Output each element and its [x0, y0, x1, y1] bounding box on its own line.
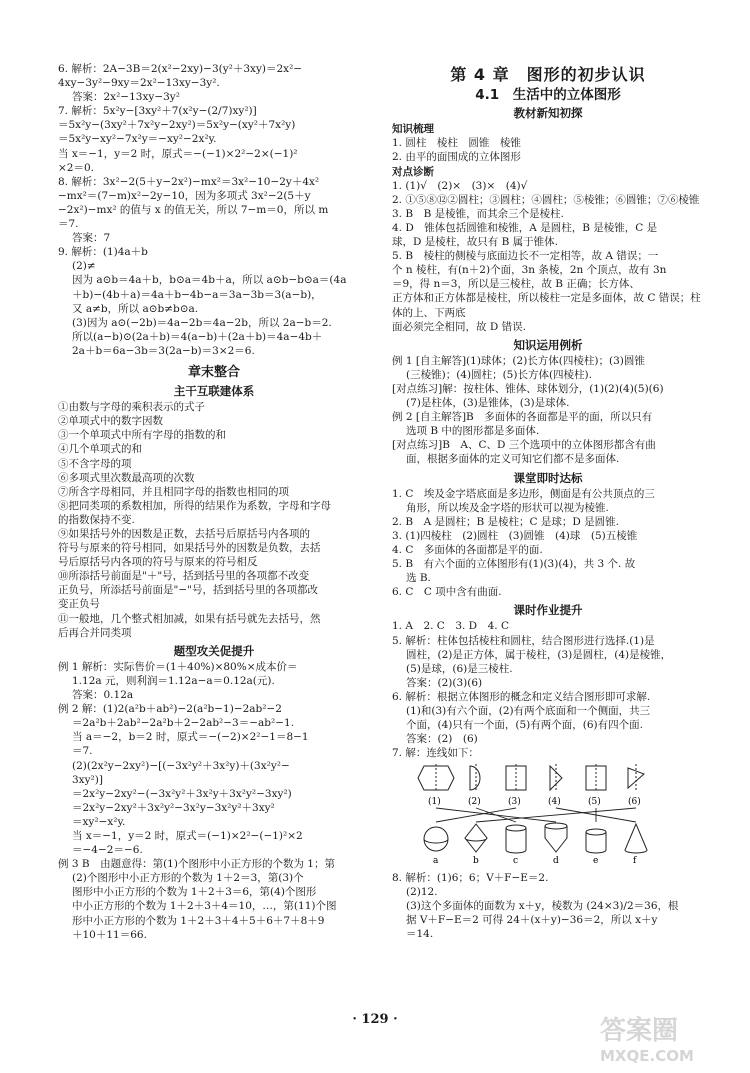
text-line: 据 V＋F−E＝2 可得 24＋(x＋y)−36＝2，所以 x＋y — [406, 913, 658, 926]
text-line: ④几个单项式的和 — [58, 443, 142, 456]
text-line: 的指数保持不变. — [58, 513, 135, 526]
bottom-label-5: e — [593, 856, 599, 865]
text-line: (3)这个多面体的面数为 x＋y，棱数为 (24×3)/2＝36，根 — [406, 899, 679, 912]
text-line: ⑩所添括号前面是"＋"号，括到括号里的各项都不改变 — [58, 570, 310, 583]
subheading: 知识梳理 — [392, 123, 434, 136]
solid-3 — [506, 825, 526, 853]
text-line: 面必须完全相同，故 D 错误. — [392, 320, 526, 333]
text-line: 7. 解析：5x²y−[3xy²＋7(x²y−(2/7)xy²)] — [58, 105, 257, 118]
section-number-title: 4.1 生活中的立体图形 — [475, 87, 621, 104]
solid-6 — [625, 824, 647, 853]
solid-1 — [424, 827, 448, 851]
text-line: 正方体和正方体都是棱柱，所以棱柱一定是多面体，故 C 错误；柱体的上、下两底 — [392, 292, 701, 319]
watermark-line2: MXQE.COM — [600, 1047, 694, 1065]
section-heading: 课时作业提升 — [513, 603, 583, 618]
top-label-3: (3) — [508, 797, 521, 808]
text-line: 个面，(4)只有一个面，(5)有两个面，(6)有四个面. — [406, 719, 643, 732]
text-line: ⑪一般地，几个整式相加减，如果有括号就先去括号，然 — [58, 612, 321, 625]
text-line: [对点练习]B A、C、D 三个选项中的立体图形都含有曲 — [392, 439, 656, 452]
bottom-label-1: a — [433, 856, 439, 865]
text-line: 例 1 [自主解答](1)球体；(2)长方体(四棱柱)；(3)圆锥 — [392, 354, 645, 367]
text-line: 5. B 棱柱的侧棱与底面边长不一定相等，故 A 错误；一 — [392, 250, 659, 263]
text-line: 7. 解：连线如下： — [392, 747, 479, 760]
text-line: 2. ①⑤⑧⑫②圆柱；③圆柱；④圆柱；⑤棱锥；⑥圆锥；⑦⑥棱锥 — [392, 193, 700, 206]
section-heading: 题型攻关促提升 — [173, 643, 255, 658]
text-line: ③一个单项式中所有字母的指数的和 — [58, 429, 226, 442]
text-line: 6. 解析：根据立体图形的概念和定义结合图形即可求解. — [392, 690, 651, 703]
text-line: ＝2x²y−2xy²＋3x²y²−3x²y−3x²y²＋3xy² — [72, 801, 275, 814]
text-line: 当 a＝−2，b＝2 时，原式＝−(−2)×2²−1＝8−1 — [72, 731, 309, 744]
text-line: ＝−4−2＝−6. — [72, 844, 143, 857]
watermark-line1: 答案圈 — [600, 1016, 679, 1046]
text-line: (5)是球，(6)是三棱柱. — [406, 662, 513, 675]
bottom-label-4: d — [553, 856, 559, 865]
text-line: ＝7. — [72, 745, 93, 758]
text-line: 6. C C 项中含有曲面. — [392, 586, 502, 599]
connection-figure — [414, 764, 674, 864]
text-line: 答案：0.12a — [72, 689, 134, 702]
text-line: 圆柱，(2)是正方体，属于棱柱，(3)是圆柱，(4)是棱锥， — [406, 648, 672, 661]
text-line: ＝5x²y−xy²−7x²y＝−xy²−2x²y. — [58, 133, 217, 146]
text-line: 答案：7 — [72, 232, 111, 245]
text-line: ⑨如果括号外的因数是正数，去括号后原括号内各项的 — [58, 528, 310, 540]
text-line: 8. 解析：(1)6；6；V＋F−E＝2. — [392, 871, 549, 884]
text-line: ⑦所含字母相同，并且相同字母的指数也相同的项 — [58, 485, 289, 498]
text-line: 2a＋b＝6a−3b＝3(2a−b)＝3×2＝6. — [72, 344, 255, 357]
text-line: 形中小正方形的个数为 1＋2＋3＋4＋5＋6＋7＋8＋9 — [72, 914, 325, 927]
text-line: 8. 解析：3x²−2(5＋y−2x²)−mx²＝3x²−10−2y＋4x² — [58, 175, 320, 188]
text-line: 答案：(2)(3)(6) — [406, 676, 483, 689]
text-line: 6. 解析：2A−3B＝2(x²−2xy)−3(y²＋3xy)＝2x²− — [58, 63, 303, 75]
top-label-6: (6) — [628, 797, 641, 808]
text-line: 2. B A 是圆柱；B 是棱柱；C 是球；D 是圆锥. — [392, 515, 620, 528]
text-line: ②单项式中的数字因数 — [58, 415, 163, 428]
text-line: ＝14. — [406, 927, 434, 940]
text-line: 例 3 B 由题意得：第(1)个图形中小正方形的个数为 1；第 — [58, 858, 335, 871]
text-line: (2)个图形中小正方形的个数为 1＋2＝3，第(3)个 — [72, 872, 304, 885]
text-line: (3)因为 a⊙(−2b)＝4a−2b＝4a−2b，所以 2a−b＝2. — [72, 316, 332, 329]
text-line: −mx²＝(7−m)x²−2y−10，因为多项式 3x²−2(5＋y — [58, 189, 311, 202]
text-line: 5. B 有六个面的立体图形有(1)(3)(4)，共 3 个. 故 — [392, 558, 636, 571]
right-column — [392, 62, 704, 941]
text-line: 5. 解析：柱体包括棱柱和圆柱，结合图形进行选择.(1)是 — [392, 634, 655, 647]
text-line: 1. C 埃及金字塔底面是多边形，侧面是有公共顶点的三 — [392, 487, 655, 500]
text-line: 例 2 解：(1)2(a²b＋ab²)−2(a²b−1)−2ab²−2 — [58, 703, 282, 716]
top-label-1: (1) — [428, 797, 441, 808]
text-line: 又 a≠b，所以 a⊙b≠b⊙a. — [72, 302, 199, 315]
top-label-4: (4) — [548, 797, 561, 808]
section-heading: 课堂即时达标 — [513, 470, 583, 485]
top-label-5: (5) — [588, 797, 601, 808]
text-line: 球，D 是棱柱，故只有 B 属于锥体. — [392, 236, 558, 249]
text-line: (2)(2x²y−2xy²)−[(−3x²y²＋3x²y)＋(3x²y²− — [72, 759, 290, 772]
text-line: ⑤不含字母的项 — [58, 457, 132, 470]
text-line: 符号与原来的符号相同，如果括号外的因数是负数，去括 — [58, 542, 321, 555]
bottom-label-6: f — [633, 856, 637, 865]
text-line: ⑥多项式里次数最高项的次数 — [58, 471, 195, 484]
text-line: 因为 a⊙b＝4a＋b，b⊙a＝4b＋a，所以 a⊙b−b⊙a＝(4a — [72, 274, 347, 287]
text-line: 图形中小正方形的个数为 1＋2＋3＝6，第(4)个图形 — [72, 886, 317, 899]
text-line: 4xy−3y²−9xy＝2x²−13xy−3y². — [58, 77, 220, 90]
text-line: 3. (1)四棱柱 (2)圆柱 (3)圆锥 (4)球 (5)五棱锥 — [392, 529, 638, 542]
chapter-title: 第 4 章 图形的初步认识 — [450, 65, 646, 84]
solid-5 — [586, 829, 606, 853]
flat-shape-2 — [470, 766, 480, 790]
bottom-label-2: b — [473, 856, 479, 865]
page-number: · 129 · — [352, 1012, 398, 1027]
text-line: 中小正方形的个数为 1＋2＋3＋4＝10，…，第(11)个图 — [72, 900, 337, 913]
text-line: ＝5x²y−(3xy²＋7x²y−2xy²)＝5x²y−(xy²＋7x²y) — [58, 119, 296, 132]
top-label-2: (2) — [468, 797, 481, 808]
text-line: ＋10＋11＝66. — [72, 928, 147, 941]
text-line: ＝2x²y−2xy²−(−3x²y²＋3x²y＋3x²y²−3xy²) — [72, 787, 292, 800]
text-line: ①由数与字母的乘积表示的式子 — [58, 401, 205, 414]
text-line: 2. 由平的面围成的立体图形 — [392, 151, 521, 164]
subheading: 对点诊断 — [392, 165, 434, 178]
section-heading: 主干互联建体系 — [173, 384, 255, 399]
text-line: 变正负号 — [58, 598, 100, 611]
text-line: 4. C 多面体的各面都是平的面. — [392, 544, 543, 556]
left-column — [58, 62, 370, 942]
section-heading: 知识运用例析 — [513, 337, 583, 352]
text-line: 3xy²)] — [72, 773, 103, 786]
text-line: 选 B. — [406, 572, 431, 585]
text-line: ＝xy²−x²y. — [72, 815, 126, 828]
text-line: 1.12a 元，则利润＝1.12a−a＝0.12a(元). — [72, 674, 275, 687]
text-line: 3. B B 是棱锥，而其余三个是棱柱. — [392, 207, 564, 220]
text-line: 角形，所以埃及金字塔的形状可以视为棱锥. — [406, 501, 609, 514]
text-line: 1. A 2. C 3. D 4. C — [392, 620, 509, 633]
text-line: (三棱锥)；(4)圆柱；(5)长方体(四棱柱). — [406, 368, 592, 381]
text-line: 1. (1)√ (2)× (3)× (4)√ — [392, 179, 528, 192]
text-line: 面，根据多面体的定义可知它们都不是多面体. — [406, 453, 620, 466]
section-heading: 教材新知初探 — [513, 106, 583, 121]
text-line: 正负号，所添括号前面是"−"号，括到括号里的各项都改 — [58, 584, 318, 597]
text-line: 答案：2x²−13xy−3y² — [72, 91, 180, 104]
text-line: 选项 B 中的图形都是多面体. — [406, 425, 540, 438]
text-line: 例 2 [自主解答]B 多面体的各面都是平的面，所以只有 — [392, 411, 653, 424]
text-line: ×2＝0. — [58, 161, 94, 174]
text-line: 个 n 棱柱，有(n＋2)个面，3n 条棱，2n 个顶点，故有 3n — [392, 264, 667, 277]
section-title: 章末整合 — [187, 364, 240, 380]
connection-line-6 — [476, 808, 636, 822]
text-line: 当 x＝−1，y＝2 时，原式＝(−1)×2²−(−1)²×2 — [72, 829, 303, 842]
text-line: ＝2a²b＋2ab²−2a²b＋2−2ab²−3＝−ab²−1. — [72, 717, 295, 730]
text-line: ⑧把同类项的系数相加，所得的结果作为系数，字母和字母 — [58, 499, 331, 512]
text-line: 9. 解析：(1)4a＋b — [58, 246, 148, 259]
text-line: ＝7. — [58, 218, 79, 231]
bottom-label-3: c — [513, 856, 519, 865]
text-line: (1)和(3)有六个面，(2)有两个底面和一个侧面，共三 — [406, 705, 651, 718]
text-line: ＝9，得 n＝3，所以是三棱柱，故 B 正确；长方体、 — [392, 278, 640, 291]
text-line: 例 1 解析：实际售价＝(1＋40%)×80%×成本价＝ — [58, 660, 298, 673]
text-line: (2)12. — [406, 885, 438, 898]
text-line: ＋b)−(4b＋a)＝4a＋b−4b−a＝3a−3b＝3(a−b)， — [72, 288, 322, 301]
watermark-logo — [600, 1010, 740, 1070]
solid-2 — [465, 824, 487, 852]
figure-block — [414, 764, 704, 868]
text-line: 所以(a−b)⊙(2a＋b)＝4(a−b)＋(2a＋b)＝4a−4b＋ — [72, 330, 323, 343]
text-line: (7)是柱体，(3)是锥体，(3)是球体. — [406, 397, 570, 410]
text-line: 后再合并同类项 — [58, 626, 132, 639]
text-line: 号后原括号内各项的符号与原来的符号相反 — [58, 556, 258, 569]
text-line: 当 x＝−1，y＝2 时，原式＝−(−1)×2²−2×(−1)² — [58, 147, 298, 160]
solid-4 — [545, 823, 567, 852]
text-line: −2x²)−mx² 的值与 x 的值无关，所以 7−m＝0，所以 m — [58, 203, 329, 216]
text-line: [对点练习]解：按柱体、锥体、球体划分，(1)(2)(4)(5)(6) — [392, 382, 664, 395]
text-line: 答案：(2) (6) — [406, 733, 478, 746]
text-line: 4. D 锥体包括圆锥和棱锥，A 是圆柱，B 是棱锥，C 是 — [392, 221, 658, 234]
text-line: 1. 圆柱 棱柱 圆锥 棱锥 — [392, 137, 521, 150]
text-line: (2)≠ — [72, 260, 96, 273]
